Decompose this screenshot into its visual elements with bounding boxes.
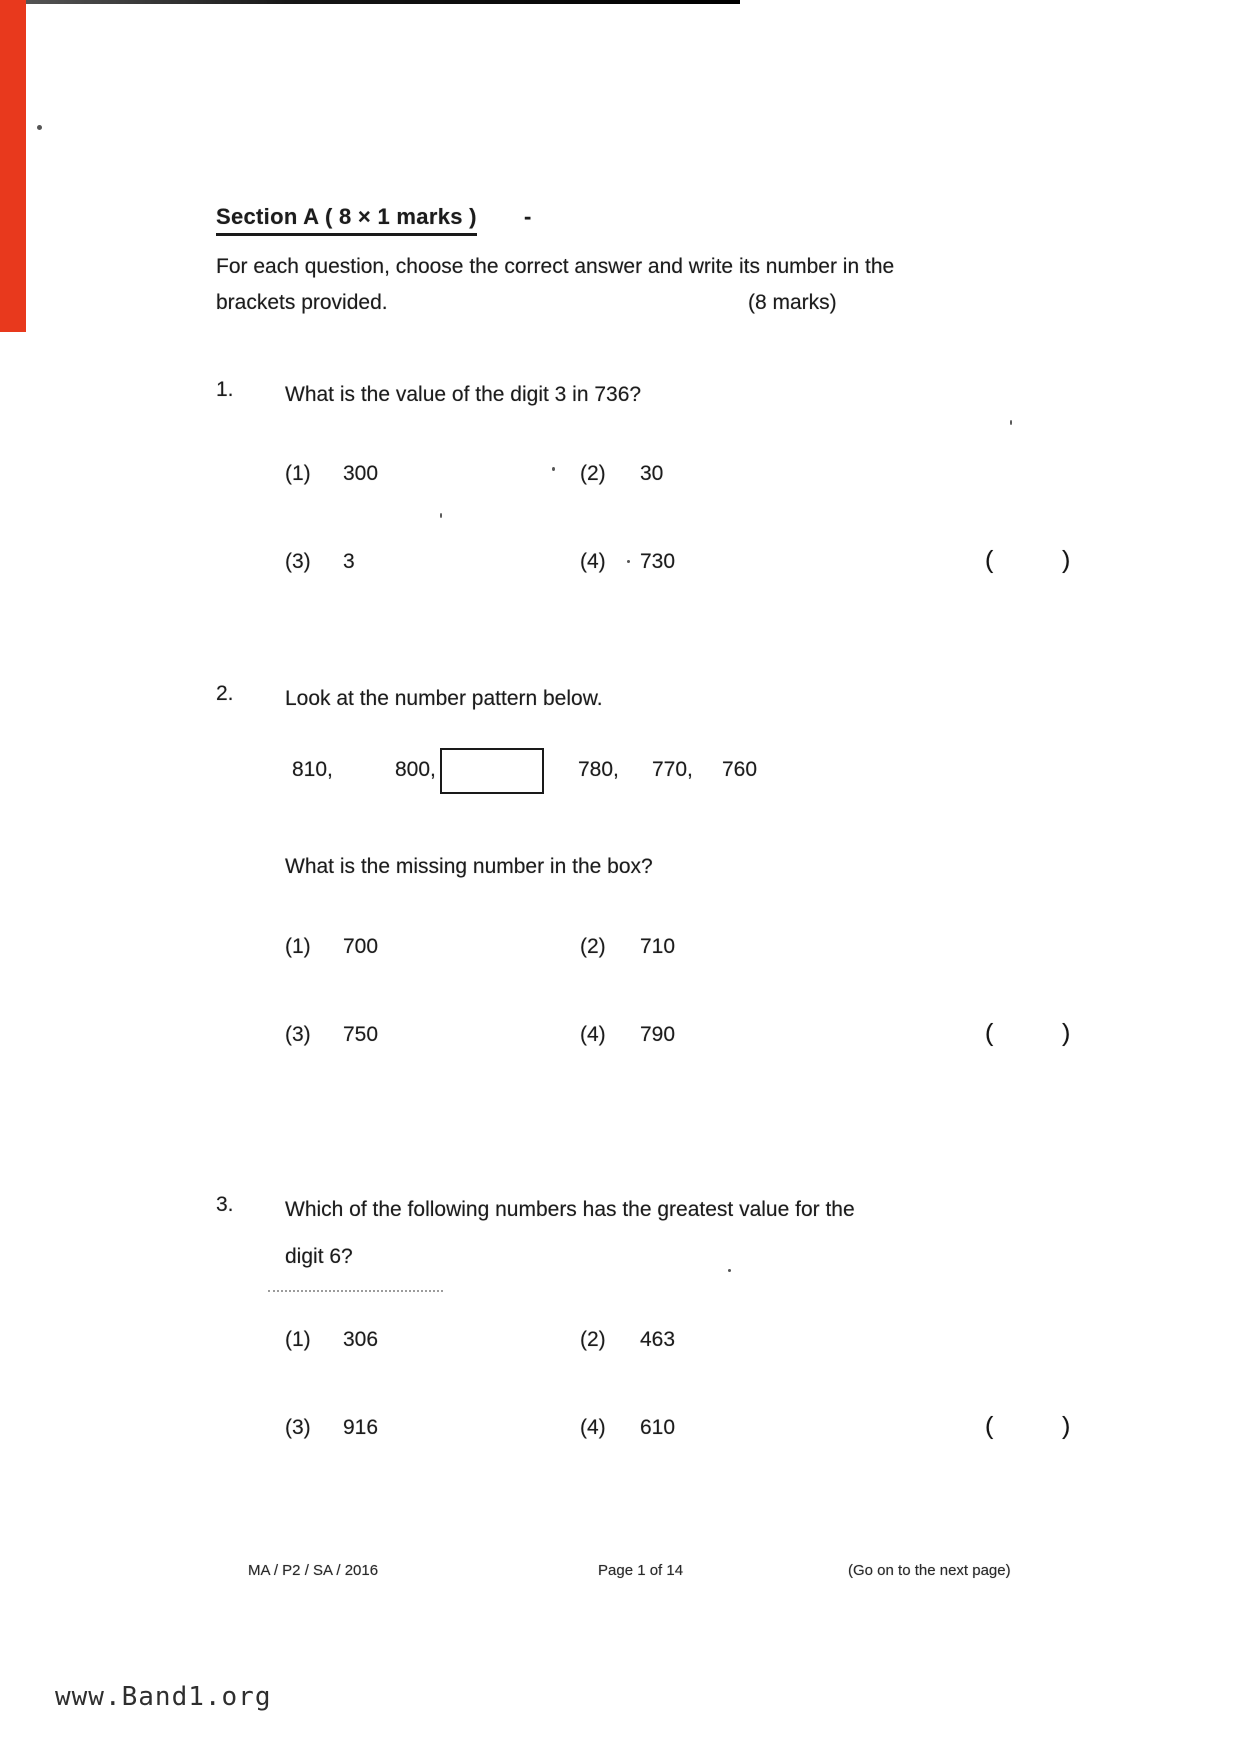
option-label: (3) bbox=[285, 550, 311, 573]
option-value: 306 bbox=[343, 1328, 379, 1351]
footer-next-page-note: (Go on to the next page) bbox=[848, 1562, 1011, 1579]
option-value: 300 bbox=[343, 462, 379, 485]
answer-bracket-close: ) bbox=[1062, 1412, 1071, 1440]
option-value: 30 bbox=[640, 462, 664, 485]
section-heading-dash: - bbox=[524, 204, 532, 229]
option-label: (2) bbox=[580, 462, 606, 485]
option-label: (4) bbox=[580, 1023, 606, 1046]
option-label: (3) bbox=[285, 1023, 311, 1046]
option-row bbox=[285, 1023, 805, 1053]
option-label: (4) bbox=[580, 550, 606, 573]
watermark-url: www.Band1.org bbox=[55, 1682, 272, 1712]
scan-speck bbox=[728, 1269, 731, 1272]
question-text: Look at the number pattern below. bbox=[285, 687, 603, 710]
footer-page-label: Page 1 of 14 bbox=[598, 1562, 684, 1579]
marks-note: (8 marks) bbox=[748, 291, 837, 314]
question-subtext: What is the missing number in the box? bbox=[285, 855, 653, 878]
answer-bracket-close: ) bbox=[1062, 546, 1071, 574]
question-text: What is the value of the digit 3 in 736? bbox=[285, 383, 642, 406]
instructions-line2: brackets provided. bbox=[216, 291, 388, 314]
answer-bracket-close: ) bbox=[1062, 1019, 1071, 1047]
missing-number-box bbox=[440, 748, 544, 794]
pattern-number: 760 bbox=[722, 758, 758, 781]
option-label: (4) bbox=[580, 1416, 606, 1439]
pattern-number: 780, bbox=[578, 758, 619, 781]
option-value: 916 bbox=[343, 1416, 379, 1439]
option-label: (1) bbox=[285, 935, 311, 958]
scan-red-strip bbox=[0, 0, 26, 332]
option-label: (3) bbox=[285, 1416, 311, 1439]
question-text-line1: Which of the following numbers has the greatest value for the bbox=[285, 1198, 855, 1221]
answer-bracket-open: ( bbox=[985, 1412, 994, 1440]
answer-bracket-open: ( bbox=[985, 1019, 994, 1047]
option-value: 3 bbox=[343, 550, 355, 573]
instructions-line1: For each question, choose the correct answer and write its number in the bbox=[216, 255, 895, 278]
option-row bbox=[285, 1328, 805, 1358]
section-heading: Section A ( 8 × 1 marks ) bbox=[216, 204, 477, 236]
pattern-number: 770, bbox=[652, 758, 693, 781]
option-value: 700 bbox=[343, 935, 379, 958]
scan-smudge bbox=[268, 1290, 443, 1292]
scan-speck bbox=[552, 467, 555, 471]
option-row bbox=[285, 462, 805, 492]
question-number: 3. bbox=[216, 1193, 234, 1216]
option-row bbox=[285, 935, 805, 965]
scan-speck bbox=[440, 513, 442, 518]
option-row bbox=[285, 1416, 805, 1446]
option-value: 730 bbox=[640, 550, 676, 573]
scan-speck bbox=[37, 125, 42, 130]
scan-speck bbox=[1010, 420, 1012, 425]
pattern-number: 810, bbox=[292, 758, 333, 781]
question-text-line2: digit 6? bbox=[285, 1245, 353, 1268]
option-value: 710 bbox=[640, 935, 676, 958]
footer-doc-code: MA / P2 / SA / 2016 bbox=[248, 1562, 379, 1579]
pattern-number: 800, bbox=[395, 758, 436, 781]
option-row bbox=[285, 550, 805, 580]
section-divider-rule bbox=[0, 0, 740, 4]
option-label: (2) bbox=[580, 935, 606, 958]
answer-bracket-open: ( bbox=[985, 546, 994, 574]
option-value: 790 bbox=[640, 1023, 676, 1046]
option-label: (1) bbox=[285, 1328, 311, 1351]
option-label: (2) bbox=[580, 1328, 606, 1351]
question-number: 2. bbox=[216, 682, 234, 705]
scan-speck bbox=[627, 560, 630, 563]
question-number: 1. bbox=[216, 378, 234, 401]
option-value: 463 bbox=[640, 1328, 676, 1351]
option-value: 750 bbox=[343, 1023, 379, 1046]
option-value: 610 bbox=[640, 1416, 676, 1439]
option-label: (1) bbox=[285, 462, 311, 485]
